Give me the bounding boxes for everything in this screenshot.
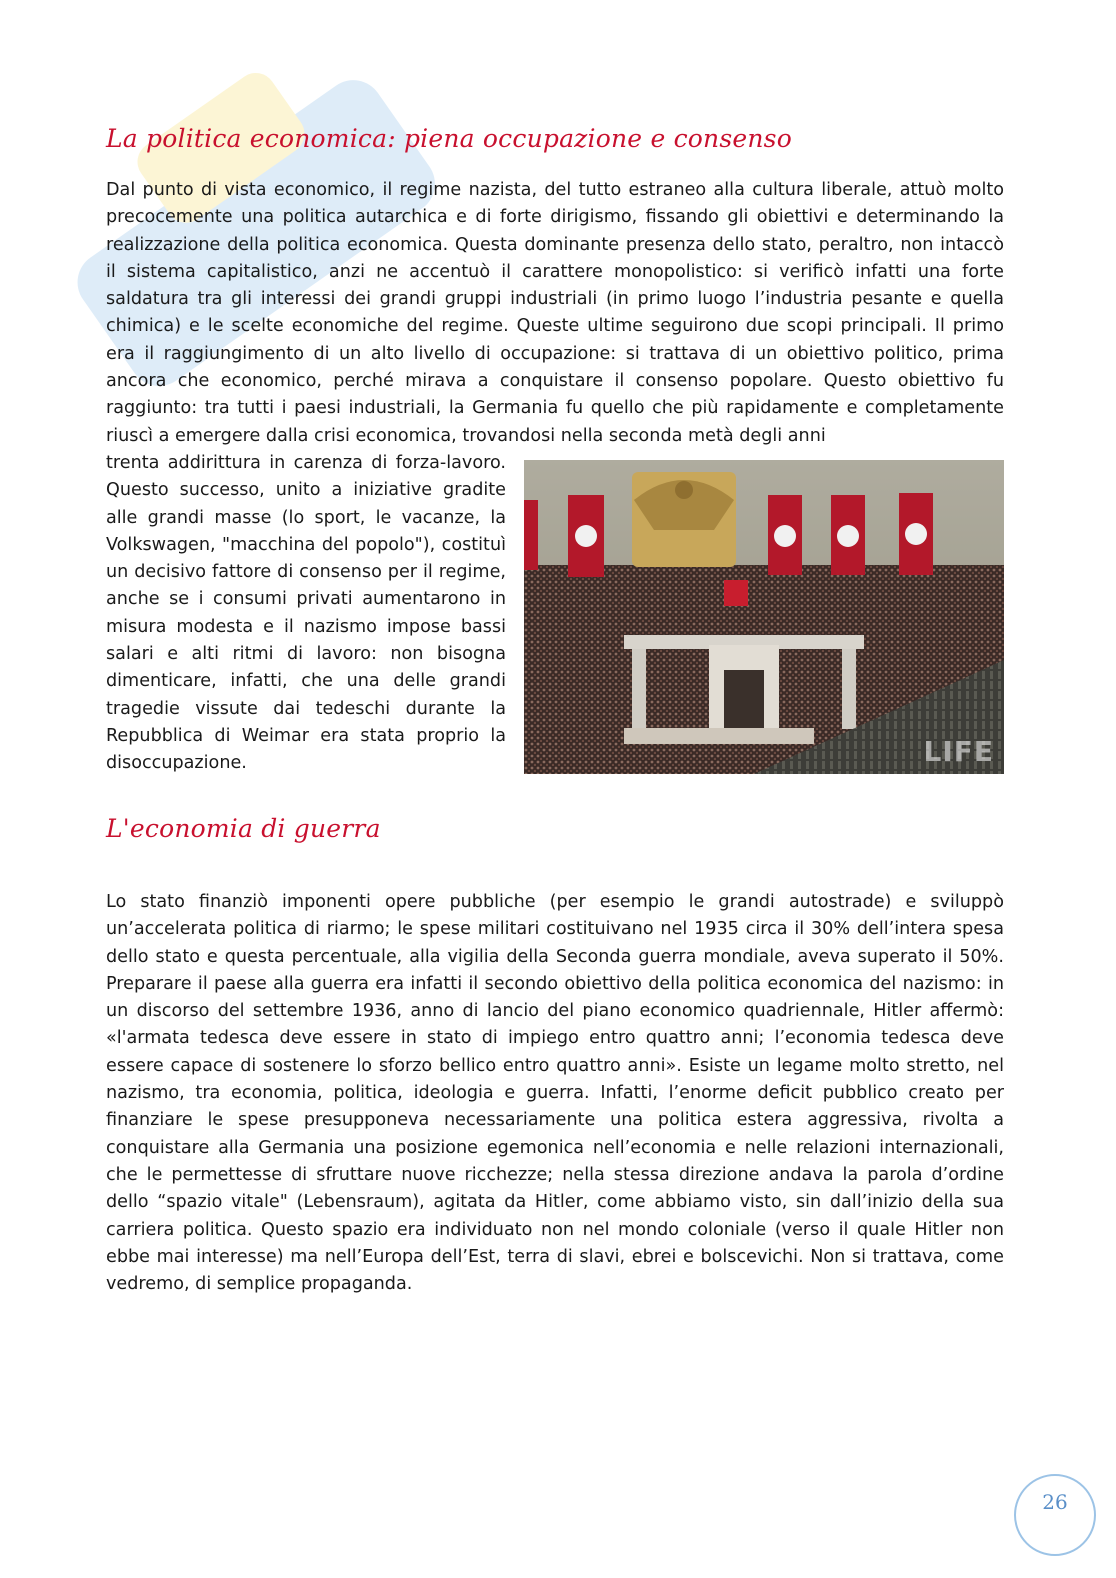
paragraph: Dal punto di vista economico, il regime nazista, del tutto estraneo alla cultura liberale, attuò molto precocemente una politica autarchica e di forte dirigismo, fissando gli obiettivi e determinando la realizzazione della politica economica. Questa dominante presenza dello stato, peraltro, non intaccò il sistema capitalistico, anzi ne accentuò il carattere monopolistico: si verificò infatti una forte saldatura tra gli interessi dei grandi gruppi industriali (in primo luogo l’industria pesante e quella chimica) e le scelte economiche del regime. Queste ultime seguirono due scopi principali. Il primo era il raggiungimento di un alto livello di occupazione: si trattava di un obiettivo politico, prima ancora che economico, perché mirava a conquistare il consenso popolare. Questo obiettivo fu raggiunto: tra tutti i paesi industriali, la Germania fu quello che più rapidamente e completamente riuscì a emergere dalla crisi economica, trovandosi nella seconda metà degli anni: [106, 180, 1004, 446]
rally-photo-illustration: [524, 460, 1004, 774]
page-number-badge: [1014, 1474, 1096, 1556]
paragraph: Lo stato finanziò imponenti opere pubbliche (per esempio le grandi autostrade) e sviluppò un’accelerata politica di riarmo; le spese militari costituivano nel 1935 circa il 30% dell’intera spesa dello stato e questa percentuale, alla vigilia della Seconda guerra mondiale, aveva superato il 50%. Preparare il paese alla guerra era infatti il secondo obiettivo della politica economica del nazismo: in un discorso del settembre 1936, anno di lancio del piano economico quadriennale, Hitler affermò: «l'armata tedesca deve essere in stato di impiego entro quattro anni; l’economia tedesca deve essere capace di sostenere lo sforzo bellico entro quattro anni». Esiste un legame molto stretto, nel nazismo, tra economia, politica, ideologia e guerra. Infatti, l’enorme deficit pubblico creato per finanziare le spese presupponeva necessariamente una politica estera aggressiva, rivolta a conquistare alla Germania una posizione egemonica nell’economia e nelle relazioni internazionali, che le permettesse di sfruttare nuove ricchezze; nella stessa direzione andava la parola d’ordine dello “spazio vitale" (Lebensraum), agitata da Hitler, come abbiamo visto, sin dall’inizio della sua carriera politica. Questo spazio era individuato non nel mondo coloniale (verso il quale Hitler non ebbe mai interesse) ma nell’Europa dell’Est, terra di slavi, ebrei e bolscevichi. Non si trattava, come vedremo, di semplice propaganda.: [106, 891, 1004, 1295]
banner-left: [568, 495, 604, 577]
photo-watermark-life: LIFE: [923, 734, 994, 768]
paragraph: trenta addirittura in carenza di forza-lavoro. Questo successo, unito a iniziative gradite alle grandi masse (lo sport, le vacanze, la Volkswagen, "macchina del popolo"), costituì un decisivo fattore di consenso per il regime, anche se i consumi privati aumentarono in misura modesta e il nazismo impose bassi salari e alti ritmi di lavoro: non bisogna dimenticare, infatti, che una delle grandi tragedie vissute dai tedeschi durante la Repubblica di Weimar era stata proprio la disoccupazione.: [106, 452, 506, 774]
rally-photo: [524, 460, 1004, 774]
section-title-economic-policy: La politica economica: piena occupazione e consenso: [106, 124, 792, 153]
section-title-war-economy: L'economia di guerra: [106, 813, 381, 843]
page-content: [106, 124, 1004, 1298]
page-number: 26: [1042, 1490, 1068, 1514]
text-with-photo: [106, 450, 1004, 780]
eagle-emblem: [632, 472, 736, 567]
